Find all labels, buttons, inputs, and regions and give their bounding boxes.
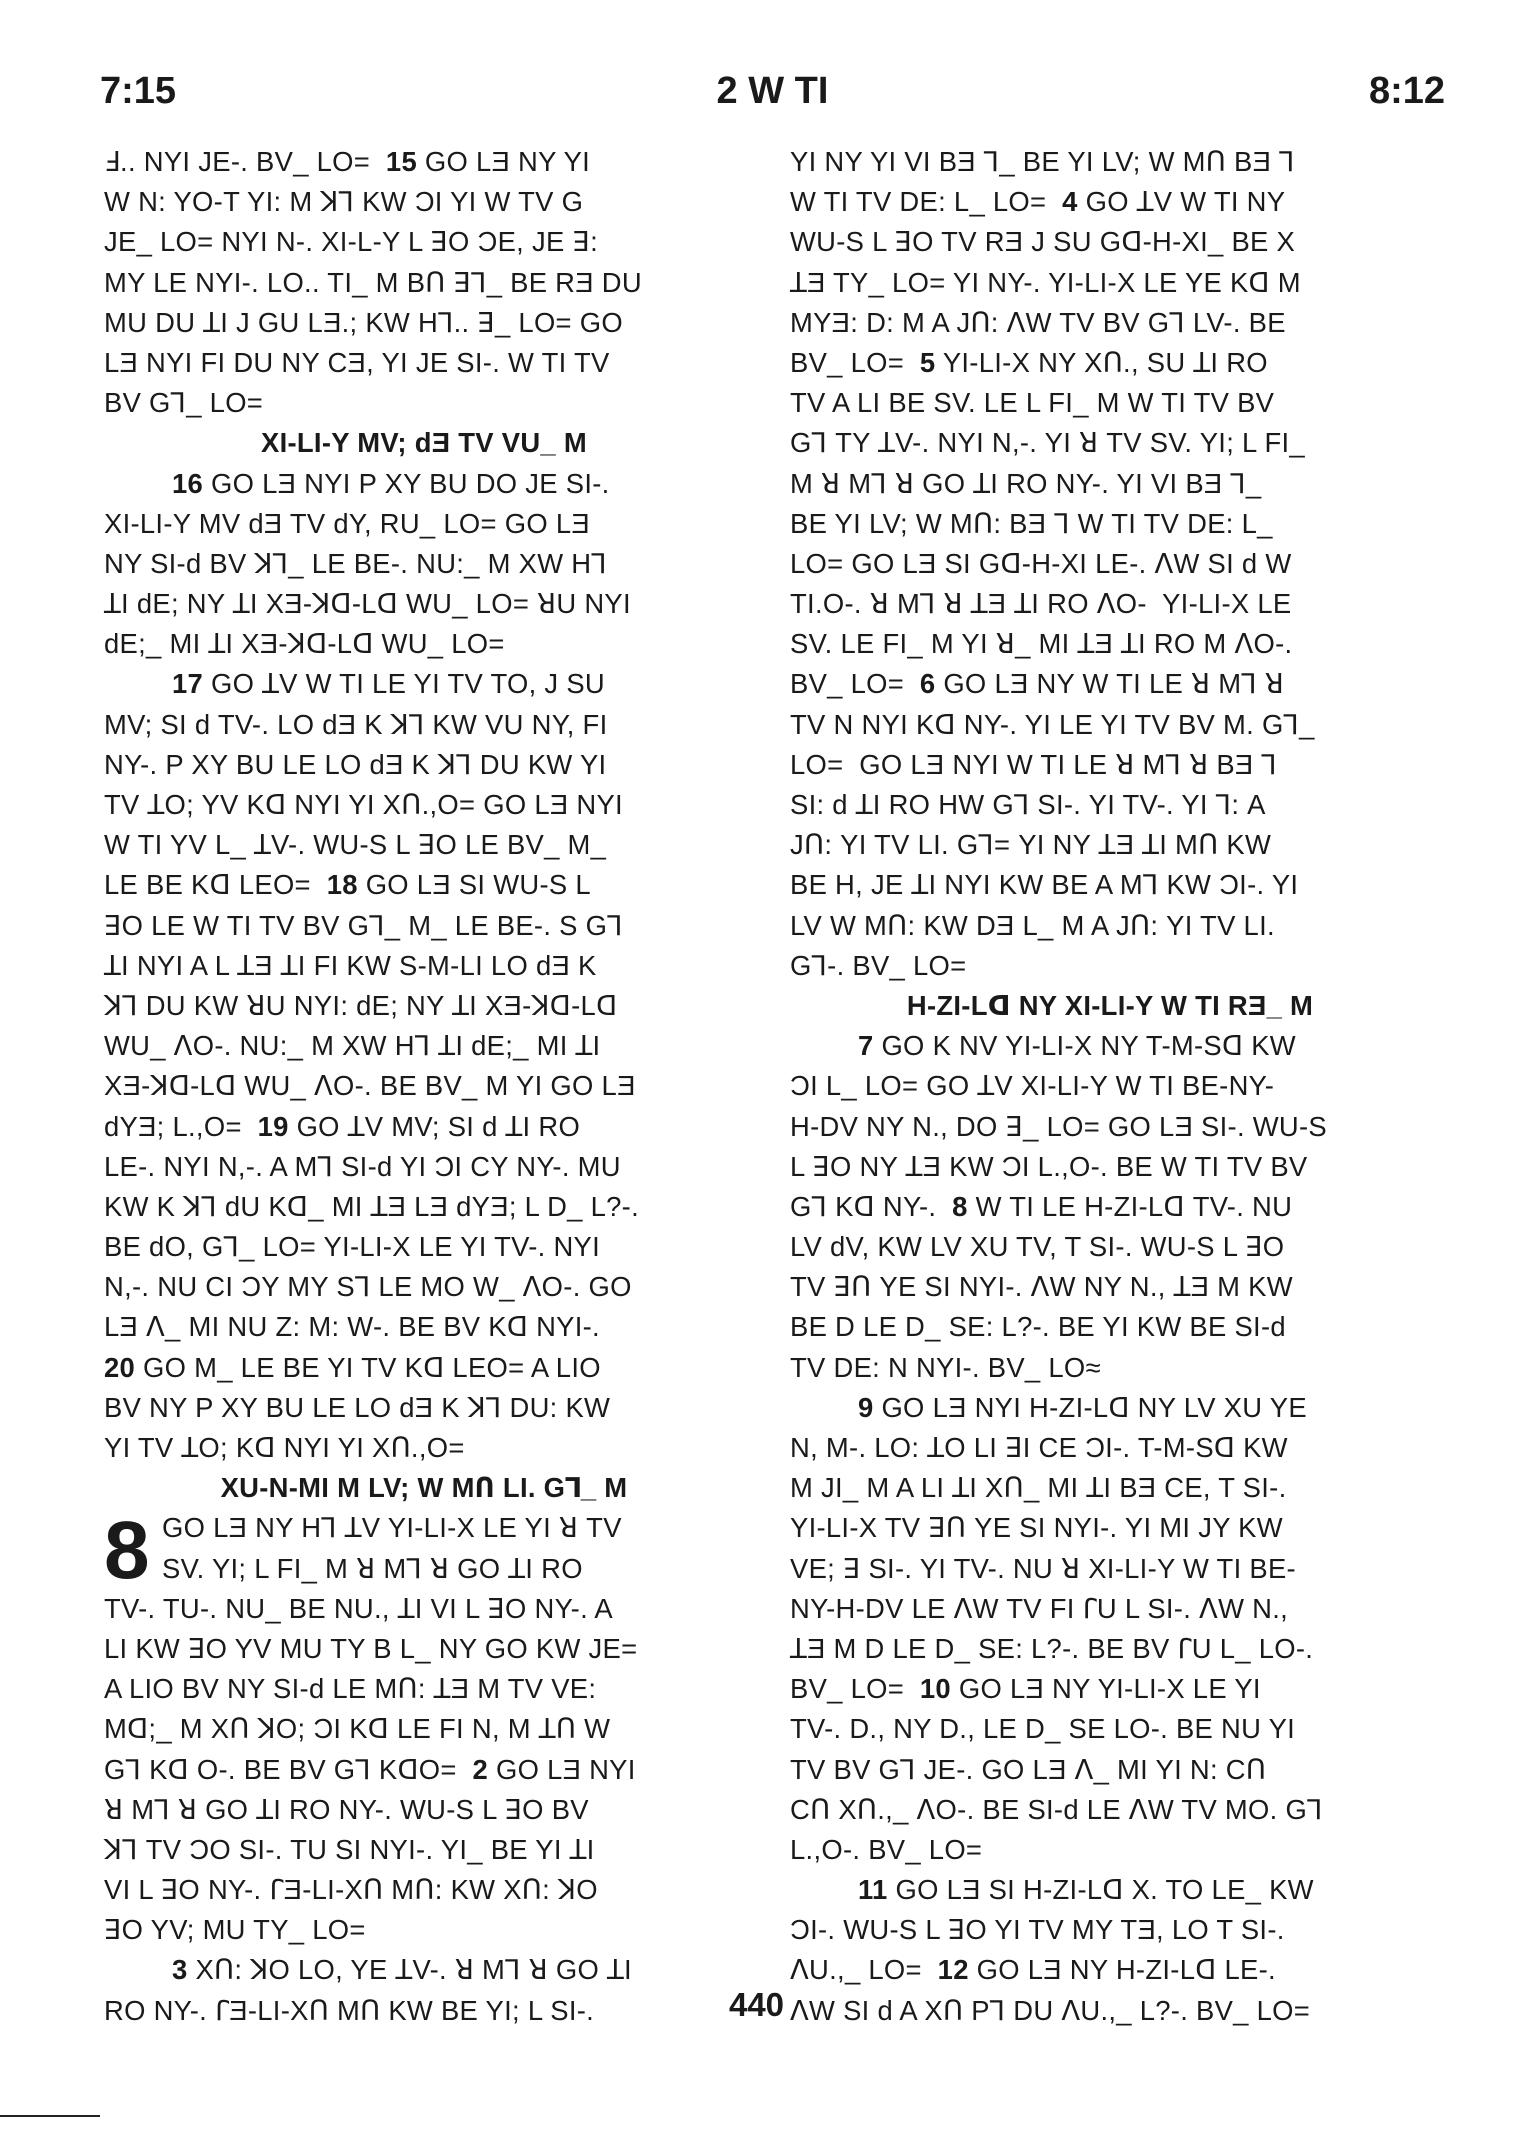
text-line: ꓱO YV; MU TY_ LO= (104, 1914, 366, 1946)
text-line: BV NY P XY BU LE LO dƎ K ꓘꓶ DU: KW (104, 1391, 611, 1423)
text-line: LO= GO LƎ NYI W TI LE ꓤ Mꓶ ꓤ BƎ ꓶ (790, 748, 1277, 780)
text-line: BE D LE D_ SE: L?-. BE YI KW BE SI-d (790, 1311, 1286, 1343)
text-line: TV BV Gꓶ JE-. GO LƎ ꓥ_ MI YI N: CՈ (790, 1753, 1267, 1785)
text-line: ꓥU.,_ LO= 12 GO LƎ NY H-ZI-Lꓷ LE-. (790, 1954, 1276, 1986)
text-line: LV W MՈ: KW DƎ L_ M A JՈ: YI TV LI. (790, 909, 1275, 941)
text-line: WU_ ꓥO-. NU:_ M XW Hꓶ ꓕI dE;_ MI ꓕI (104, 1030, 601, 1062)
text-line: N, M-. LO: ꓕO LI ꓱI CE ƆI-. T-M-Sꓷ KW (790, 1432, 1288, 1463)
text-line: BE YI LV; W MՈ: BƎ ꓶ W TI TV DE: L_ (790, 507, 1273, 539)
text-line: L.,O-. BV_ LO= (790, 1833, 983, 1865)
text-line: ꓱO LE W TI TV BV Gꓶ_ M_ LE BE-. S Gꓶ (104, 909, 623, 941)
text-line: TV DE: N NYI-. BV_ LO≈ (790, 1351, 1101, 1383)
text-line: SV. LE FI_ M YI ꓤ_ MI ꓕƎ ꓕI RO M ꓥO-. (790, 628, 1293, 660)
text-line: 16 GO LƎ NYI P XY BU DO JE SI-. (172, 467, 610, 499)
text-line: MV; SI d TV-. LO dƎ K ꓘꓶ KW VU NY, FI (104, 708, 608, 740)
text-line: 9 GO LƎ NYI H-ZI-Lꓷ NY LV XU YE (858, 1391, 1307, 1423)
text-line: LI KW ꓱO YV MU TY B L_ NY GO KW JE= (104, 1632, 638, 1664)
text-line: ꓘꓶ DU KW ꓤU NYI: dE; NY ꓕI XƎ-ꓘꓷ-Lꓷ (104, 989, 618, 1021)
text-line: NY SI-d BV ꓘꓶ_ LE BE-. NU:_ M XW Hꓶ (104, 547, 607, 579)
text-line: BV_ LO= 10 GO LƎ NY YI-LI-X LE YI (790, 1673, 1261, 1705)
text-line: XI-LI-Y MV dƎ TV dY, RU_ LO= GO LƎ (104, 507, 590, 539)
text-line: TI.O-. ꓤ Mꓶ ꓤ ꓕƎ ꓕI RO ꓥO- YI-LI-X LE (790, 588, 1292, 620)
text-line: GO LƎ NY Hꓶ ꓕV YI-LI-X LE YI ꓤ TV (162, 1512, 622, 1544)
section-heading: XI-LI-Y MV; dƎ TV VU_ M (261, 427, 587, 459)
text-line: BV_ LO= 5 YI-LI-X NY XՈ., SU ꓕI RO (790, 346, 1268, 378)
header-verse-start: 7:15 (100, 70, 177, 112)
text-line: TV ꓱՈ YE SI NYI-. ꓥW NY N., ꓕƎ M KW (790, 1271, 1293, 1303)
text-line: dYƎ; L.,O= 19 GO ꓕV MV; SI d ꓕI RO (104, 1110, 581, 1142)
text-line: LE-. NYI N,-. A Mꓶ SI-d YI ƆI CY NY-. MU (104, 1150, 621, 1182)
text-line: YI-LI-X TV ꓱՈ YE SI NYI-. YI MI JY KW (790, 1512, 1283, 1544)
text-line: YI NY YI VI BƎ ꓶ_ BE YI LV; W MՈ BƎ ꓶ (790, 146, 1295, 177)
text-line: TV N NYI Kꓷ NY-. YI LE YI TV BV M. Gꓶ_ (790, 708, 1315, 740)
text-line: VI L ꓱO NY-. ꓩƎ-LI-XՈ MՈ: KW XՈ: ꓘO (104, 1874, 598, 1906)
text-line: LO= GO LƎ SI Gꓷ-H-XI LE-. ꓥW SI d W (790, 547, 1292, 579)
text-line: Gꓶ-. BV_ LO= (790, 949, 967, 981)
text-line: SV. YI; L FI_ M ꓤ Mꓶ ꓤ GO ꓕI RO (162, 1552, 583, 1584)
text-line: 17 GO ꓕV W TI LE YI TV TO, J SU (172, 668, 605, 700)
text-line: NY-. P XY BU LE LO dƎ K ꓘꓶ DU KW YI (104, 748, 607, 780)
text-line: ꓕƎ M D LE D_ SE: L?-. BE BV ꓩU L_ LO-. (790, 1632, 1314, 1664)
text-line: 11 GO LƎ SI H-ZI-Lꓷ X. TO LE_ KW (858, 1874, 1314, 1906)
text-line: N,-. NU CI ƆY MY Sꓶ LE MO W_ ꓥO-. GO (104, 1271, 632, 1303)
text-line: BE H, JE ꓕI NYI KW BE A Mꓶ KW ƆI-. YI (790, 869, 1299, 901)
text-line: RO NY-. ꓩƎ-LI-XՈ MՈ KW BE YI; L SI-. (104, 1994, 595, 2026)
text-line: KW K ꓘꓶ dU Kꓷ_ MI ꓕƎ LƎ dYƎ; L D_ L?-. (104, 1190, 639, 1222)
text-line: NY-H-DV LE ꓥW TV FI ꓩU L SI-. ꓥW N., (790, 1592, 1289, 1624)
text-line: ƆI-. WU-S L ꓱO YI TV MY TƎ, LO T SI-. (790, 1914, 1285, 1946)
section-heading: H-ZI-Lꓷ NY XI-LI-Y W TI RƎ_ M (906, 989, 1314, 1021)
text-line: ꓘꓶ TV ƆO SI-. TU SI NYI-. YI_ BE YI ꓕI (104, 1833, 595, 1865)
text-line: LE BE Kꓷ LEO= 18 GO LƎ SI WU-S L (104, 869, 591, 901)
text-line: CՈ XՈ.,_ ꓥO-. BE SI-d LE ꓥW TV MO. Gꓶ (790, 1793, 1323, 1825)
text-line: TV A LI BE SV. LE L FI_ M W TI TV BV (790, 387, 1275, 419)
text-line: LV dV, KW LV XU TV, T SI-. WU-S L ꓱO (790, 1231, 1285, 1263)
left-text-column (104, 142, 744, 2026)
text-line: ƆI L_ LO= GO ꓕV XI-LI-Y W TI BE-NY- (790, 1070, 1275, 1102)
text-line: MYƎ: D: M A JՈ: ꓥW TV BV Gꓶ LV-. BE (790, 306, 1286, 338)
text-line: MY LE NYI-. LO.. TI_ M BՈ ꓱꓶ_ BE RƎ DU (104, 266, 642, 298)
text-line: WU-S L ꓱO TV RƎ J SU Gꓷ-H-XI_ BE X (790, 226, 1296, 258)
text-line: LƎ ꓥ_ MI NU Z: M: W-. BE BV Kꓷ NYI-. (104, 1311, 600, 1343)
text-line: ꓤ Mꓶ ꓤ GO ꓕI RO NY-. WU-S L ꓱO BV (104, 1793, 589, 1825)
text-line: MU DU ꓕI J GU LƎ.; KW Hꓶ.. ꓱ_ LO= GO (104, 306, 623, 338)
text-line: SI: d ꓕI RO HW Gꓶ SI-. YI TV-. YI ꓶ: A (790, 789, 1266, 820)
text-line: TV-. D., NY D., LE D_ SE LO-. BE NU YI (790, 1713, 1296, 1745)
text-line: BV Gꓶ_ LO= (104, 387, 264, 419)
chapter-number-dropcap: 8 (104, 1505, 150, 1597)
text-line: Gꓶ Kꓷ NY-. 8 W TI LE H-ZI-Lꓷ TV-. NU (790, 1190, 1293, 1222)
text-line: H-DV NY N., DO ꓱ_ LO= GO LƎ SI-. WU-S (790, 1110, 1328, 1142)
right-text-column (790, 142, 1430, 2026)
header-book-title: 2 W TI (716, 70, 829, 112)
text-line: TV ꓕO; YV Kꓷ NYI YI XՈ.,O= GO LƎ NYI (104, 789, 623, 820)
text-line: Gꓶ TY ꓕV-. NYI N,-. YI ꓤ TV SV. YI; L FI_ (790, 427, 1305, 459)
page-number: 440 (728, 1986, 785, 2023)
text-line: dE;_ MI ꓕI XƎ-ꓘꓷ-Lꓷ WU_ LO= (104, 628, 505, 660)
section-heading: XU-N-MI M LV; W MՈ LI. Gꓶ_ M (220, 1472, 628, 1504)
footer-rule (0, 2115, 100, 2117)
text-line: A LIO BV NY SI-d LE MՈ: ꓕƎ M TV VE: (104, 1673, 597, 1705)
text-line: ꓕI NYI A L ꓕƎ ꓕI FI KW S-M-LI LO dƎ K (104, 949, 597, 981)
text-line: Ⅎ.. NYI JE-. BV_ LO= 15 GO LƎ NY YI (104, 146, 591, 177)
text-line: M JI_ M A LI ꓕI XՈ_ MI ꓕI BƎ CE, T SI-. (790, 1472, 1287, 1504)
text-line: JE_ LO= NYI N-. XI-L-Y L ꓱO ƆE, JE ꓱ: (104, 226, 598, 258)
text-line: TV-. TU-. NU_ BE NU., ꓕI VI L ꓱO NY-. A (104, 1592, 613, 1624)
text-line: ꓕƎ TY_ LO= YI NY-. YI-LI-X LE YE Kꓷ M (790, 266, 1301, 298)
text-line: W N: YO-T YI: M ꓘꓶ KW ƆI YI W TV G (104, 186, 584, 218)
text-line: BV_ LO= 6 GO LƎ NY W TI LE ꓤ Mꓶ ꓤ (790, 668, 1285, 700)
text-line: W TI TV DE: L_ LO= 4 GO ꓕV W TI NY (790, 186, 1286, 218)
text-line: 7 GO K NV YI-LI-X NY T-M-Sꓷ KW (858, 1030, 1296, 1062)
text-line: M ꓤ Mꓶ ꓤ GO ꓕI RO NY-. YI VI BƎ ꓶ_ (790, 467, 1262, 499)
text-line: L ꓱO NY ꓕƎ KW ƆI L.,O-. BE W TI TV BV (790, 1150, 1308, 1182)
header-verse-end: 8:12 (1368, 70, 1445, 112)
text-line: 20 GO M_ LE BE YI TV Kꓷ LEO= A LIO (104, 1351, 601, 1383)
text-line: BE dO, Gꓶ_ LO= YI-LI-X LE YI TV-. NYI (104, 1231, 601, 1263)
text-line: Mꓷ;_ M XՈ ꓘO; ƆI Kꓷ LE FI N, M ꓕՈ W (104, 1713, 611, 1745)
text-line: ꓕI dE; NY ꓕI XƎ-ꓘꓷ-Lꓷ WU_ LO= ꓤU NYI (104, 588, 631, 620)
text-line: VE; ꓱ SI-. YI TV-. NU ꓤ XI-LI-Y W TI BE- (790, 1552, 1296, 1584)
text-line: Gꓶ Kꓷ O-. BE BV Gꓶ KꓷO= 2 GO LƎ NYI (104, 1753, 636, 1785)
text-line: LƎ NYI FI DU NY CƎ, YI JE SI-. W TI TV (104, 346, 610, 378)
text-line: XƎ-ꓘꓷ-Lꓷ WU_ ꓥO-. BE BV_ M YI GO LƎ (104, 1070, 636, 1102)
text-line: ꓥW SI d A XՈ Pꓶ DU ꓥU.,_ L?-. BV_ LO= (790, 1994, 1311, 2026)
text-line: 3 XՈ: ꓘO LO, YE ꓕV-. ꓤ Mꓶ ꓤ GO ꓕI (172, 1954, 632, 1986)
running-header (100, 70, 1445, 120)
text-line: JՈ: YI TV LI. Gꓶ= YI NY ꓕƎ ꓕI MՈ KW (790, 829, 1272, 861)
text-line: W TI YV L_ ꓕV-. WU-S L ꓱO LE BV_ M_ (104, 829, 607, 861)
chapter-start (104, 1505, 744, 1597)
text-line: YI TV ꓕO; Kꓷ NYI YI XՈ.,O= (104, 1432, 465, 1463)
